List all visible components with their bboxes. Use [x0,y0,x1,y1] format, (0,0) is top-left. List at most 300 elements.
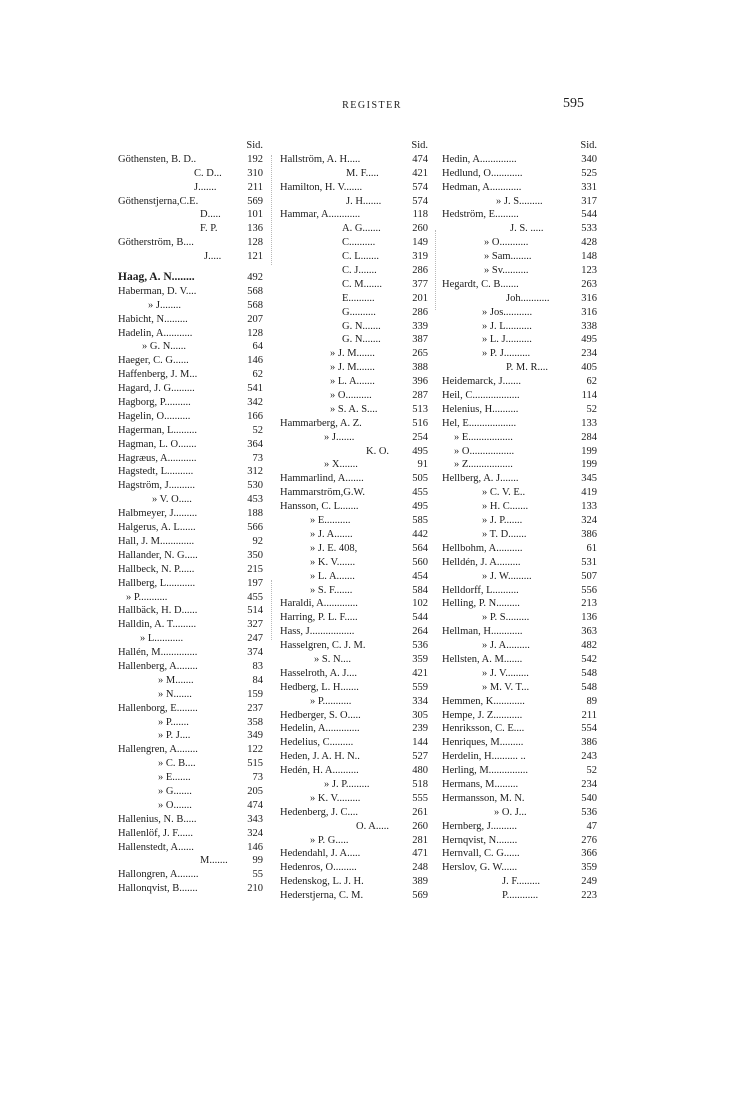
entry-page-number: 359 [581,862,597,874]
index-entry [442,167,597,181]
entry-name: Hagard, J. G......... [118,383,195,395]
entry-page-number: 340 [581,153,597,165]
index-entry [442,375,597,389]
index-entry [280,667,428,681]
entry-name: Hallongren, A........ [118,869,199,881]
entry-name: » P. J.... [158,730,191,742]
index-entry [442,570,597,584]
entry-page-number: 568 [247,299,263,311]
entry-name: A. G....... [342,223,381,235]
index-entry [442,528,597,542]
index-entry [442,584,597,598]
index-entry [442,389,597,403]
entry-name: » J....... [324,431,355,443]
index-entry [280,445,428,459]
entry-page-number: 205 [247,785,263,797]
index-entry [442,709,597,723]
index-entry [280,500,428,514]
entry-name: » P........... [126,591,168,603]
index-entry [442,320,597,334]
index-entry [280,361,428,375]
index-entry [118,493,263,507]
entry-name: » J. A....... [310,528,353,540]
entry-name: G. N....... [342,334,381,346]
index-entry [118,743,263,757]
entry-name: Hedelin, A............. [280,723,360,735]
entry-name: Haberman, D. V.... [118,285,197,297]
entry-page-number: 421 [412,167,428,179]
entry-name: E.......... [342,292,375,304]
entry-page-number: 234 [581,348,597,360]
entry-name: Hedström, E......... [442,209,519,221]
entry-page-number: 453 [247,494,263,506]
index-column-2 [280,139,428,903]
index-entry [280,306,428,320]
index-entry [280,556,428,570]
entry-name: Helenius, H.......... [442,403,519,415]
entry-name: » J. W......... [482,570,532,582]
entry-name: Habicht, N......... [118,313,188,325]
entry-page-number: 388 [412,362,428,374]
index-entry [118,549,263,563]
entry-name: Harring, P. L. F..... [280,612,358,624]
index-entry [442,292,597,306]
entry-name: Helldén, J. A......... [442,556,521,568]
entry-name: Hermans, M......... [442,778,519,790]
index-entry [118,313,263,327]
index-entry [118,438,263,452]
index-entry [118,285,263,299]
index-entry [442,458,597,472]
index-entry [118,208,263,222]
entry-page-number: 542 [581,653,597,665]
entry-name: P............ [502,890,539,902]
entry-name: » L. A....... [310,570,355,582]
entry-page-number: 243 [581,751,597,763]
entry-page-number: 197 [247,577,263,589]
entry-page-number: 555 [412,792,428,804]
entry-name: Halldin, A. T......... [118,619,197,631]
entry-page-number: 585 [412,515,428,527]
entry-name: Herslov, G. W...... [442,862,518,874]
index-entry [280,764,428,778]
entry-name: Hernberg, J.......... [442,820,518,832]
entry-name: » J. V......... [482,667,529,679]
index-entry [280,222,428,236]
entry-page-number: 474 [412,153,428,165]
entry-page-number: 554 [581,723,597,735]
entry-page-number: 324 [581,515,597,527]
entry-name: Hammarlind, A....... [280,473,364,485]
entry-page-number: 210 [247,883,263,895]
index-entry [118,271,263,285]
entry-page-number: 428 [581,237,597,249]
index-entry [442,542,597,556]
entry-name: Hagström, J.......... [118,480,195,492]
index-entry [118,827,263,841]
index-entry [280,320,428,334]
index-entry [280,417,428,431]
column-heading [118,139,263,153]
entry-page-number: 317 [581,195,597,207]
entry-name: Hagborg, P.......... [118,397,191,409]
index-entry [280,514,428,528]
entry-name: » M....... [158,674,194,686]
entry-page-number: 92 [252,535,263,547]
index-entry [280,292,428,306]
entry-name: » O. J... [494,806,527,818]
index-entry [442,722,597,736]
index-entry [280,375,428,389]
entry-name: J. H....... [346,195,382,207]
index-entry [442,208,597,222]
index-entry [280,208,428,222]
entry-name: Hallström, A. H..... [280,153,361,165]
entry-page-number: 199 [581,445,597,457]
index-entry [118,591,263,605]
entry-page-number: 286 [412,306,428,318]
index-entry [442,820,597,834]
entry-name: » J........ [148,299,181,311]
entry-page-number: 387 [412,334,428,346]
index-entry [280,611,428,625]
entry-page-number: 264 [412,626,428,638]
entry-name: Hagræus, A........... [118,452,197,464]
entry-page-number: 73 [252,772,263,784]
entry-page-number: 146 [247,355,263,367]
entry-name: » O........... [484,237,529,249]
entry-page-number: 55 [252,869,263,881]
entry-name: » L. A....... [330,376,375,388]
entry-page-number: 541 [247,383,263,395]
entry-page-number: 52 [586,765,597,777]
entry-page-number: 248 [412,862,428,874]
entry-page-number: 527 [412,751,428,763]
index-entry [118,479,263,493]
entry-name: Haag, A. N........ [118,271,195,284]
entry-page-number: 350 [247,549,263,561]
index-entry [118,563,263,577]
entry-name: Hedelius, C......... [280,737,354,749]
entry-name: » T. D....... [482,528,527,540]
entry-name: Hedenberg, J. C.... [280,806,358,818]
entry-page-number: 564 [412,542,428,554]
index-entry [442,834,597,848]
entry-name: J....... [194,181,217,193]
index-entry [280,333,428,347]
entry-page-number: 149 [412,237,428,249]
index-entry [280,875,428,889]
entry-page-number: 99 [252,855,263,867]
entry-name: » J. M....... [330,362,375,374]
index-entry [442,403,597,417]
index-entry [280,625,428,639]
entry-name: » P. S......... [482,612,530,624]
entry-name: J. F......... [502,876,540,888]
entry-name: Hellbohm, A.......... [442,542,523,554]
entry-name: Halgerus, A. L...... [118,522,196,534]
index-entry [118,424,263,438]
index-entry [442,250,597,264]
entry-page-number: 334 [412,695,428,707]
index-entry [280,264,428,278]
index-entry [442,236,597,250]
index-entry [280,195,428,209]
entry-name: » P....... [158,716,189,728]
entry-name: » J. L.......... [482,320,532,332]
entry-name: C. L....... [342,251,380,263]
entry-name: » V. O..... [152,494,192,506]
entry-page-number: 84 [252,674,263,686]
entry-name: Hall, J. M............. [118,535,195,547]
index-entry [118,604,263,618]
index-entry [118,452,263,466]
entry-page-number: 265 [412,348,428,360]
index-entry [442,750,597,764]
index-entry [442,597,597,611]
entry-name: » Z................. [454,459,513,471]
entry-name: Hedberger, S. O..... [280,709,361,721]
index-entry [442,278,597,292]
entry-page-number: 62 [252,369,263,381]
index-entry [442,639,597,653]
entry-name: Hedendahl, J. A..... [280,848,361,860]
entry-name: » S. A. S.... [330,403,378,415]
entry-name: » S. N.... [314,653,352,665]
entry-page-number: 331 [581,181,597,193]
entry-page-number: 386 [581,528,597,540]
column-divider [435,230,436,310]
entry-name: Hermansson, M. N. [442,792,525,804]
entry-name: » O................. [454,445,515,457]
index-entry [442,333,597,347]
entry-name: Helldorff, L.......... [442,584,519,596]
entry-page-number: 338 [581,320,597,332]
entry-name: Hel, E.................. [442,417,517,429]
entry-page-number: 471 [412,848,428,860]
index-entry [118,729,263,743]
entry-page-number: 199 [581,459,597,471]
column-heading [442,139,597,153]
entry-name: » J. E. 408, [310,542,358,554]
entry-name: » J. P....... [482,515,523,527]
index-column-3 [442,139,597,903]
entry-name: Hedin, A.............. [442,153,517,165]
index-entry [118,854,263,868]
index-entry [280,597,428,611]
index-entry [118,340,263,354]
entry-page-number: 254 [412,431,428,443]
entry-name: Hagstedt, L.......... [118,466,194,478]
entry-name: Hernvall, C. G...... [442,848,520,860]
entry-page-number: 207 [247,313,263,325]
entry-page-number: 247 [247,633,263,645]
entry-page-number: 386 [581,737,597,749]
entry-page-number: 559 [412,681,428,693]
index-entry [118,771,263,785]
entry-name: » O.......... [330,390,372,402]
entry-page-number: 421 [412,667,428,679]
index-entry [442,792,597,806]
entry-name: Hallbäck, H. D...... [118,605,198,617]
entry-name: Hernqvist, N........ [442,834,518,846]
index-entry [442,681,597,695]
entry-page-number: 310 [247,167,263,179]
index-entry [280,889,428,903]
entry-name: » S. F....... [310,584,353,596]
index-entry [118,167,263,181]
entry-page-number: 455 [412,487,428,499]
entry-name: Hallengren, A........ [118,744,198,756]
index-entry [118,688,263,702]
entry-name: Hasselgren, C. J. M. [280,640,366,652]
entry-page-number: 513 [412,403,428,415]
index-entry [118,410,263,424]
entry-name: Hallonqvist, B....... [118,883,198,895]
index-entry [118,660,263,674]
entry-page-number: 114 [581,390,597,402]
entry-page-number: 324 [247,827,263,839]
entry-page-number: 345 [581,473,597,485]
entry-page-number: 495 [581,334,597,346]
entry-name: G.......... [342,306,376,318]
entry-name: Hempe, J. Z........... [442,709,523,721]
entry-page-number: 455 [247,591,263,603]
index-entry [280,181,428,195]
entry-name: » P. J.......... [482,348,531,360]
entry-name: Hadelin, A........... [118,327,193,339]
entry-page-number: 495 [412,445,428,457]
index-entry [118,195,263,209]
entry-page-number: 574 [412,195,428,207]
index-entry [280,792,428,806]
entry-page-number: 536 [412,640,428,652]
index-entry [118,354,263,368]
entry-page-number: 533 [581,223,597,235]
entry-page-number: 211 [247,181,263,193]
index-entry [118,299,263,313]
index-entry [442,514,597,528]
entry-name: Hammarström,G.W. [280,487,366,499]
index-entry [280,806,428,820]
entry-name: Hasselroth, A. J.... [280,667,357,679]
entry-page-number: 569 [247,195,263,207]
entry-page-number: 316 [581,306,597,318]
entry-name: » C. B.... [158,758,196,770]
index-entry [280,861,428,875]
entry-page-number: 52 [586,403,597,415]
entry-name: Haraldi, A............. [280,598,358,610]
index-entry [442,847,597,861]
index-entry [442,889,597,903]
entry-page-number: 260 [412,820,428,832]
index-entry [442,875,597,889]
index-entry [118,882,263,896]
entry-page-number: 566 [247,522,263,534]
index-entry [118,716,263,730]
index-entry [442,195,597,209]
entry-page-number: 492 [247,272,263,284]
index-entry [442,153,597,167]
entry-name: » K. V....... [310,556,356,568]
index-entry [118,236,263,250]
entry-page-number: 286 [412,265,428,277]
entry-name: Hagelin, O.......... [118,410,191,422]
entry-page-number: 339 [412,320,428,332]
entry-page-number: 495 [412,501,428,513]
entry-page-number: 442 [412,528,428,540]
entry-page-number: 52 [252,424,263,436]
index-entry [442,695,597,709]
entry-name: Hegardt, C. B....... [442,278,519,290]
index-entry [280,750,428,764]
index-entry [118,785,263,799]
entry-name: Hellberg, A. J....... [442,473,519,485]
index-entry [280,347,428,361]
entry-name: » M. V. T... [482,681,530,693]
entry-page-number: 525 [581,167,597,179]
entry-name: Hedén, H. A.......... [280,765,359,777]
index-entry [442,222,597,236]
entry-page-number: 260 [412,223,428,235]
entry-page-number: 121 [247,251,263,263]
entry-page-number: 358 [247,716,263,728]
entry-page-number: 556 [581,584,597,596]
entry-page-number: 144 [412,737,428,749]
entry-page-number: 166 [247,410,263,422]
entry-name: M. F..... [346,167,379,179]
entry-name: » X....... [324,459,358,471]
entry-page-number: 548 [581,667,597,679]
entry-page-number: 540 [581,792,597,804]
entry-name: Hellman, H............ [442,626,523,638]
entry-name: P. M. R.... [506,362,549,374]
column-heading-label: Sid. [246,140,263,151]
index-entry [118,396,263,410]
index-entry [442,778,597,792]
entry-name: Hedberg, L. H....... [280,681,359,693]
index-entry [442,445,597,459]
index-entry [442,417,597,431]
entry-name: Hallenstedt, A...... [118,841,194,853]
entry-page-number: 192 [247,153,263,165]
index-entry [118,646,263,660]
entry-page-number: 133 [581,417,597,429]
entry-page-number: 327 [247,619,263,631]
entry-name: » J. M....... [330,348,375,360]
entry-name: Hemmen, K............ [442,695,525,707]
entry-page-number: 237 [247,702,263,714]
entry-name: » L. J.......... [482,334,532,346]
entry-name: J..... [204,251,222,263]
entry-page-number: 482 [581,640,597,652]
entry-name: J. S. ..... [510,223,544,235]
entry-name: C. J....... [342,265,377,277]
entry-name: » P. G..... [310,834,349,846]
entry-page-number: 118 [412,209,428,221]
entry-name: Haeger, C. G...... [118,355,189,367]
entry-name: » G....... [158,785,192,797]
index-entry [118,250,263,264]
index-entry [118,632,263,646]
entry-page-number: 516 [412,417,428,429]
column-heading-label: Sid. [411,140,428,151]
entry-name: » E................. [454,431,513,443]
entry-name: Henriques, M......... [442,737,524,749]
entry-page-number: 102 [412,598,428,610]
entry-name: Hagerman, L......... [118,424,198,436]
entry-page-number: 47 [586,820,597,832]
